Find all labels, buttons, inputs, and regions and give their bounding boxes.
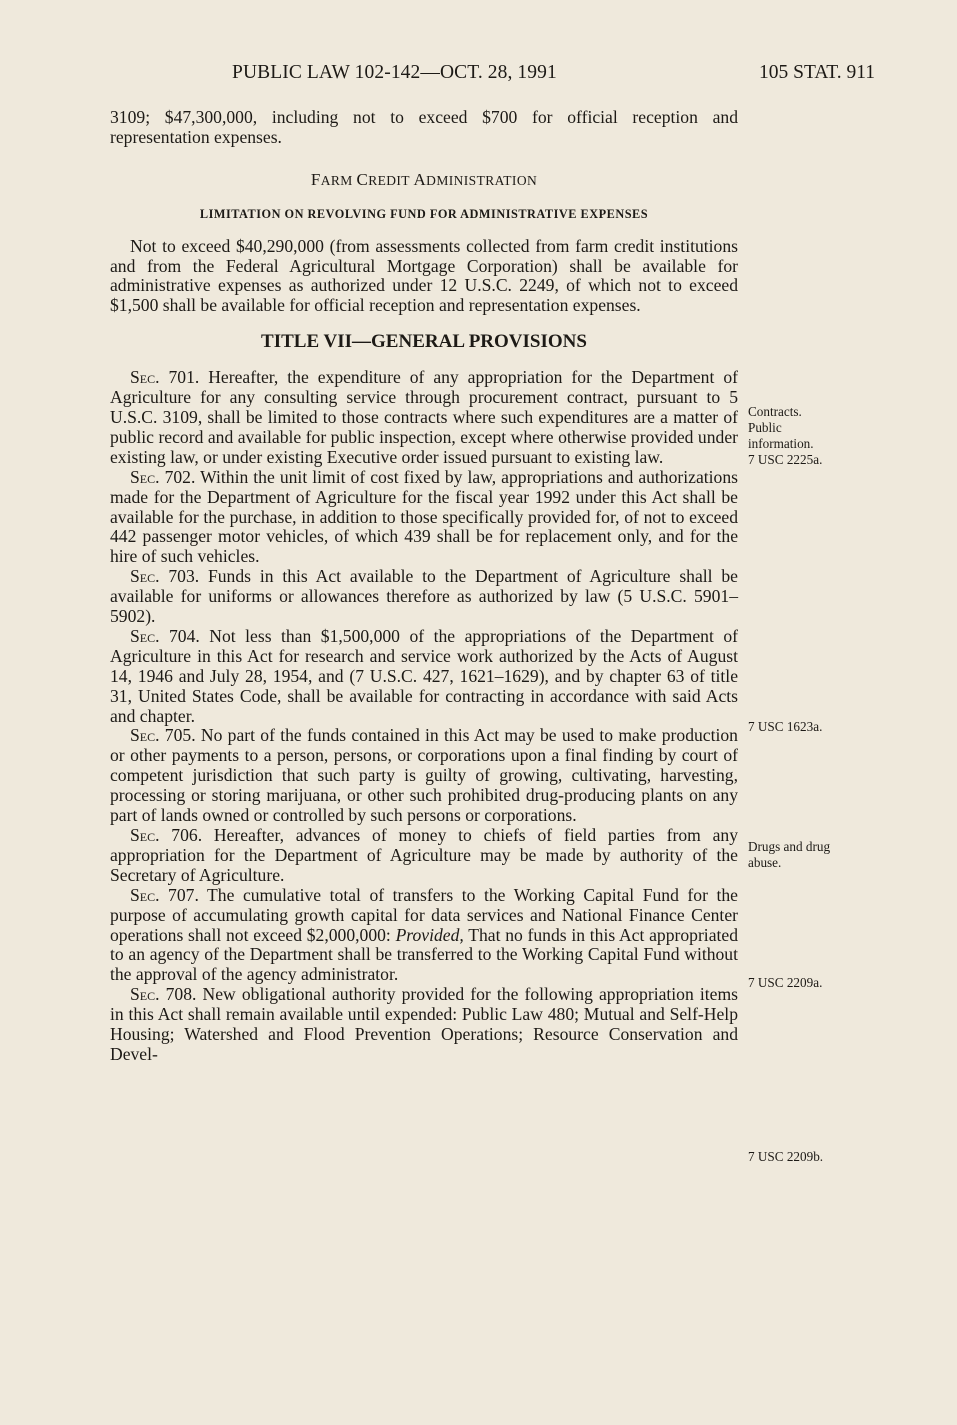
limitation-paragraph: Not to exceed $40,290,000 (from assessments collected from farm credit institutions and from the Federal Agricultural Mortgage Corporation) shall be available for administrative expenses as authorized under 12 U.S.C. 2249, of which not to exceed $1,500 shall be available for official reception and representation expenses. — [110, 235, 738, 316]
margin-note-public: Public — [748, 420, 782, 435]
margin-note-contracts: Contracts. — [748, 404, 802, 419]
margin-note-7usc1623a: 7 USC 1623a. — [748, 719, 823, 734]
limitation-heading: LIMITATION ON REVOLVING FUND FOR ADMINISTRATIVE EXPENSES — [199, 206, 649, 221]
law-title: PUBLIC LAW 102-142—OCT. 28, 1991 — [232, 62, 557, 83]
section-708: Sec. 708. New obligational authority provided for the following appropriation items in this Act shall remain available until expended: Public Law 480; Mutual and Self-Help Housing; Watershed and Flood Prevention Operations; Resource Conservation and Devel- — [110, 984, 738, 1064]
section-707: Sec. 707. The cumulative total of transfers to the Working Capital Fund for the purpose of accumulating growth capital for data services and National Finance Center operations shall not exceed $2,000,000: Provided, That no funds in this Act appropriated to an agency of the Department shall be transferred to the Working Capital Fund without the approval of the agency administrator. — [110, 884, 738, 985]
section-705: Sec. 705. No part of the funds contained in this Act may be used to make production or other payments to a person, persons, or corporations upon a final finding by court of competent jurisdiction that such party is guilty of growing, cultivating, harvesting, processing or storing marijuana, or other such prohibited drug-producing plants on any part of lands owned or controlled by such persons or corporations. — [110, 725, 738, 826]
margin-note-abuse: abuse. — [748, 855, 782, 870]
margin-note-7usc2209b: 7 USC 2209b. — [748, 1149, 824, 1164]
section-704: Sec. 704. Not less than $1,500,000 of the appropriations of the Department of Agriculture in this Act for research and service work authorized by the Acts of August 14, 1946 and July 28, 1954, and (7 U.S.C. 427, 1621–1629), and by chapter 63 of title 31, United States Code, shall be available for contracting in accordance with said Acts and chapter. — [110, 625, 738, 726]
body-text-column — [110, 108, 738, 1065]
title-heading: TITLE VII—GENERAL PROVISIONS — [261, 331, 587, 353]
margin-note-drugs: Drugs and drug — [748, 839, 831, 854]
agency-heading: FARM CREDIT ADMINISTRATION — [310, 169, 538, 189]
intro-paragraph: 3109; $47,300,000, including not to exceed $700 for official reception and representation expenses. — [110, 107, 738, 147]
section-701: Sec. 701. Hereafter, the expenditure of any appropriation for the Department of Agriculture for any consulting service through procurement contract, pursuant to 5 U.S.C. 3109, shall be limited to those contracts where such expenditures are a matter of public record and available for public inspection, except where otherwise provided under existing law, or under existing Executive order issued pursuant to existing law. — [110, 367, 738, 467]
running-header — [0, 62, 957, 88]
margin-note-7usc2225a: 7 USC 2225a. — [748, 452, 823, 467]
statute-page-number: 105 STAT. 911 — [759, 62, 875, 83]
section-702: Sec. 702. Within the unit limit of cost fixed by law, appropriations and authorizations made for the Department of Agriculture for the fiscal year 1992 under this Act shall be available for the purchase, in addition to those specifically provided for, of not to exceed 442 passenger motor vehicles, of which 439 shall be for replacement only, and for the hire of such vehicles. — [110, 466, 738, 567]
section-706: Sec. 706. Hereafter, advances of money to chiefs of field parties from any appropriation for the Department of Agriculture may be made by authority of the Secretary of Agriculture. — [110, 825, 738, 885]
section-703: Sec. 703. Funds in this Act available to the Department of Agriculture shall be available for uniforms or allowances therefore as authorized by law (5 U.S.C. 5901–5902). — [110, 566, 738, 627]
margin-note-7usc2209a: 7 USC 2209a. — [748, 975, 823, 990]
margin-note-information: information. — [748, 436, 814, 451]
